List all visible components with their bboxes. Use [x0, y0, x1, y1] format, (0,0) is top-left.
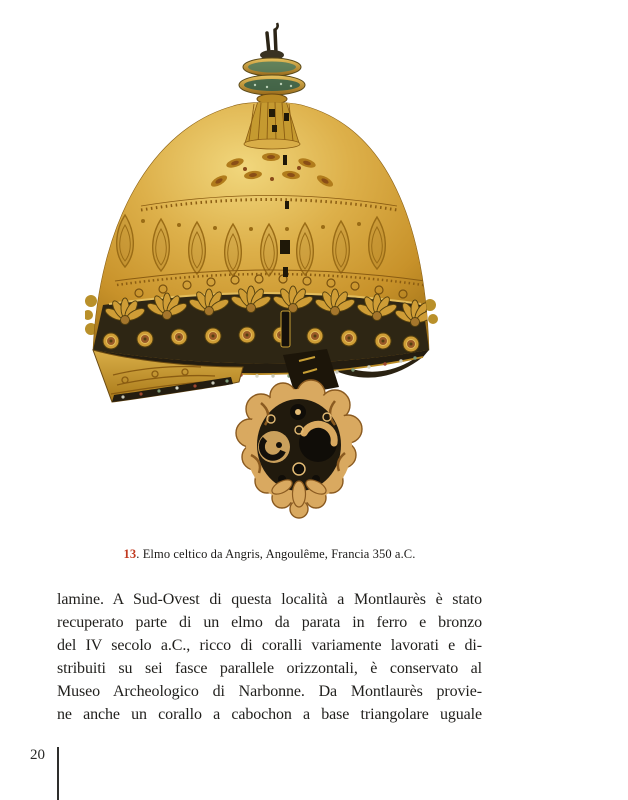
figure-caption: [57, 546, 482, 563]
text-line: lamine. A Sud-Ovest di questa località a Montlaurès è stato: [57, 591, 482, 608]
celtic-helmet-photo: [85, 5, 440, 520]
figure-caption-number: 13: [123, 546, 137, 561]
body-text: [57, 588, 482, 726]
page-number: 20: [30, 747, 45, 763]
figure-caption-text: . Elmo celtico da Angris, Angoulême, Francia 350 a.C.: [136, 546, 416, 561]
text-line: recuperato parte di un elmo da parata in ferro e bronzo: [57, 614, 482, 631]
helmet-hinge: [281, 311, 290, 347]
text-line: Museo Archeologico di Narbonne. Da Montlaurès provie-: [57, 683, 482, 700]
text-line: stribuiti su sei fasce parallele orizzontali, è conservato al: [57, 660, 482, 677]
figure-helmet: [85, 5, 440, 520]
text-line: ne anche un corallo a cabochon a base triangolare uguale: [57, 706, 482, 723]
helmet-finial: [239, 23, 305, 104]
text-line: del IV secolo a.C., ricco di coralli variamente lavorati e di-: [57, 637, 482, 654]
footer-rule: [57, 747, 59, 800]
